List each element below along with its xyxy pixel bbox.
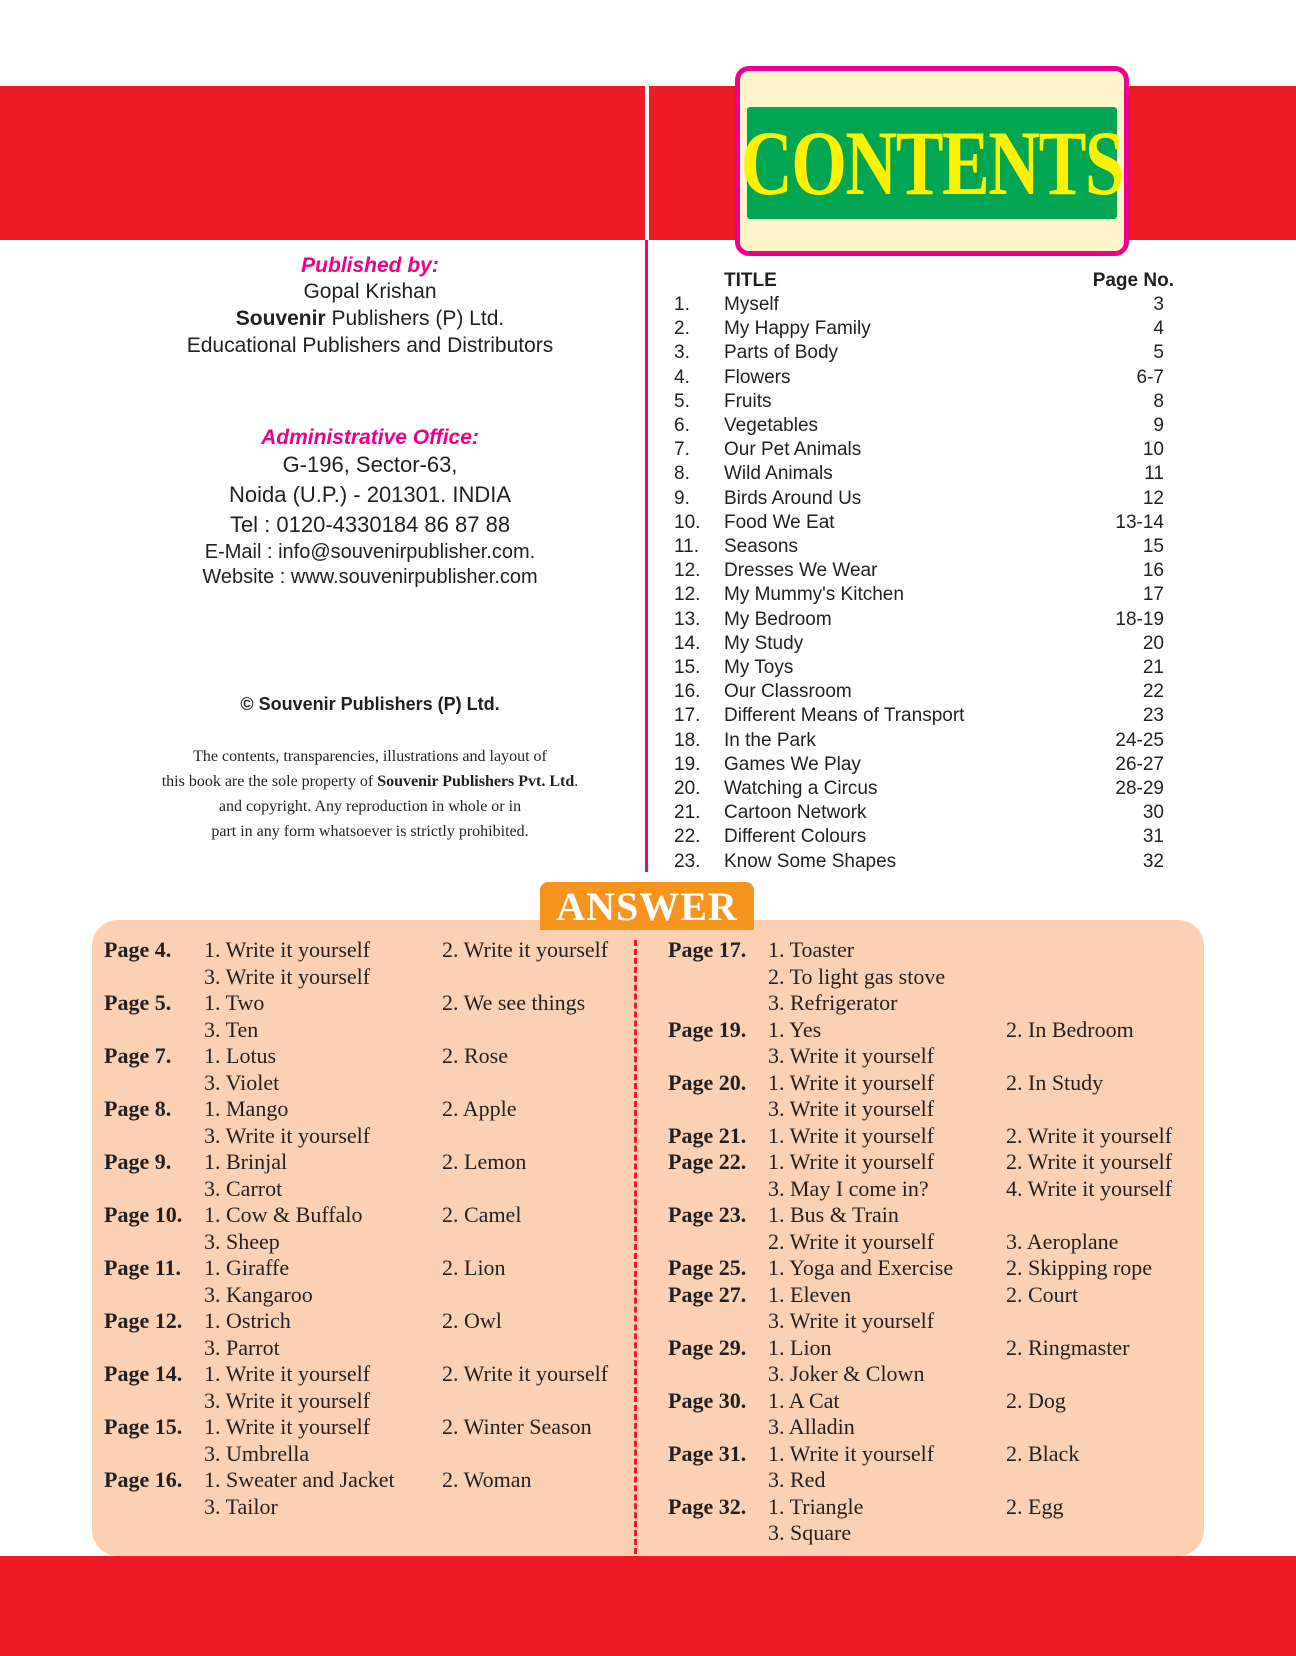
answer-page-label: Page 32.: [668, 1493, 747, 1519]
toc-title: Seasons: [724, 536, 798, 557]
answer-item: 2. In Study: [1006, 1069, 1104, 1095]
answer-item: 3. Alladin: [768, 1414, 855, 1439]
answer-item: 3. Parrot: [204, 1334, 280, 1360]
answer-item: 3. Ten: [204, 1016, 259, 1042]
toc-page: 15: [1142, 536, 1164, 557]
answer-page-label: Page 5.: [104, 990, 172, 1015]
answer-item: 3. Sheep: [204, 1228, 280, 1254]
answer-item: 2. To light gas stove: [768, 963, 946, 989]
answer-item: 1. Mango: [204, 1096, 289, 1121]
answer-item: 3. Red: [768, 1467, 826, 1492]
toc-title: Games We Play: [724, 753, 861, 775]
toc-page: 28-29: [1115, 778, 1164, 799]
toc-row: [674, 778, 1164, 802]
toc-num: 13.: [674, 608, 701, 630]
toc-num: 17.: [674, 705, 701, 727]
office-website: Website : www.souvenirpublisher.com: [202, 566, 538, 588]
toc-row: [674, 463, 1164, 487]
toc-row: [674, 536, 1164, 560]
answer-item: 1. Write it yourself: [204, 937, 371, 962]
answer-item: 1. Giraffe: [204, 1255, 290, 1280]
toc-title: Dresses We Wear: [724, 560, 878, 582]
answer-item: 1. Brinjal: [204, 1149, 288, 1174]
legal-line2-post: .: [574, 773, 579, 790]
toc-num: 9.: [674, 487, 690, 509]
toc-row: [674, 512, 1164, 536]
toc-num: 12.: [674, 560, 701, 582]
toc-title: Cartoon Network: [724, 802, 867, 824]
answer-item: 1. Triangle: [768, 1493, 864, 1519]
answer-item: 1. Sweater and Jacket: [204, 1467, 395, 1492]
toc-page: 18-19: [1115, 608, 1164, 630]
answer-item: 3. Write it yourself: [768, 1043, 935, 1068]
toc-row: [674, 851, 1164, 875]
office-email: E-Mail : info@souvenirpublisher.com.: [204, 541, 536, 563]
contents-banner-fill: [740, 107, 1124, 219]
toc-num: 14.: [674, 632, 701, 654]
office-address-line1: G-196, Sector-63,: [282, 452, 458, 477]
toc-row: [674, 318, 1164, 342]
toc-page: 21: [1142, 657, 1164, 678]
legal-line1: The contents, transparencies, illustrations and layout of: [193, 748, 547, 765]
office-label: Administrative Office:: [261, 426, 479, 449]
answer-item: 2. Write it yourself: [1006, 1122, 1173, 1148]
answer-item: 2. Write it yourself: [442, 1361, 609, 1386]
answer-page-label: Page 8.: [104, 1096, 172, 1121]
toc-title: Wild Animals: [724, 463, 833, 485]
publisher-company-bold: Souvenir: [235, 307, 326, 330]
answer-item: 2. Owl: [442, 1308, 502, 1333]
toc-num: 1.: [674, 294, 690, 315]
toc-num: 7.: [674, 439, 690, 461]
answer-page-label: Page 15.: [104, 1414, 183, 1439]
answer-item: 2. Lemon: [442, 1149, 527, 1174]
answer-page-label: Page 25.: [668, 1255, 747, 1280]
legal-line3: and copyright. Any reproduction in whole or in: [218, 798, 522, 815]
toc-num: 5.: [674, 390, 690, 412]
toc-page: 22: [1142, 681, 1164, 703]
toc-row: [674, 584, 1164, 608]
toc-row: [674, 439, 1164, 463]
legal-notice: [140, 744, 600, 844]
toc-num: 22.: [674, 826, 701, 848]
answer-page-label: Page 31.: [668, 1440, 747, 1466]
toc-page: 30: [1142, 802, 1164, 824]
answer-item: 1. Yes: [768, 1016, 822, 1042]
answer-item: 1. Lion: [768, 1334, 832, 1360]
answer-item: 1. Lotus: [204, 1043, 277, 1068]
toc-row: [674, 609, 1164, 633]
office-block: [140, 426, 600, 590]
toc-title-header: TITLE: [724, 270, 777, 291]
toc-num: 15.: [674, 657, 701, 678]
answer-item: 2. Woman: [442, 1467, 532, 1492]
contents-title: CONTENTS: [740, 112, 1124, 214]
answer-item: 1. A Cat: [768, 1387, 840, 1413]
answer-item: 3. Aeroplane: [1006, 1228, 1119, 1254]
answer-item: 1. Eleven: [768, 1281, 852, 1307]
answer-page-label: Page 4.: [104, 937, 172, 962]
answer-item: 3. Carrot: [204, 1175, 283, 1201]
toc-row: [674, 488, 1164, 512]
toc-row: [674, 415, 1164, 439]
toc-title: Vegetables: [724, 415, 819, 436]
answer-page-label: Page 21.: [668, 1122, 747, 1148]
toc-page: 11: [1144, 463, 1164, 485]
office-phone: Tel : 0120-4330184 86 87 88: [229, 512, 511, 537]
answer-page-label: Page 7.: [104, 1043, 172, 1068]
toc-num: 16.: [674, 681, 701, 703]
contents-banner: [735, 66, 1129, 256]
toc-row: [674, 391, 1164, 415]
toc-row: [674, 826, 1164, 850]
answer-divider: [634, 940, 637, 1554]
published-by-label: Published by:: [301, 254, 439, 277]
answer-item: 2. Apple: [442, 1096, 517, 1121]
toc-title: Parts of Body: [724, 342, 839, 364]
toc-page: 12: [1142, 487, 1164, 509]
answer-item: 2. In Bedroom: [1006, 1016, 1134, 1042]
toc-title: Flowers: [724, 366, 791, 388]
toc-page: 17: [1142, 584, 1164, 606]
toc-title: Our Classroom: [724, 681, 852, 703]
answer-item: 1. Cow & Buffalo: [204, 1202, 363, 1227]
answer-item: 3. Refrigerator: [768, 990, 898, 1015]
toc-row: [674, 367, 1164, 391]
answer-item: 3. Tailor: [204, 1493, 278, 1519]
answer-item: 2. Skipping rope: [1006, 1255, 1153, 1280]
answer-page-label: Page 14.: [104, 1361, 183, 1386]
answer-item: 2. Lion: [442, 1255, 506, 1280]
publisher-company: [140, 305, 600, 332]
answer-item: 1. Toaster: [768, 937, 855, 962]
answer-item: 3. Umbrella: [204, 1440, 310, 1466]
answer-item: 2. Write it yourself: [1006, 1149, 1173, 1174]
answer-item: 2. Rose: [442, 1043, 508, 1068]
answer-page-label: Page 12.: [104, 1308, 183, 1333]
toc-row: [674, 560, 1164, 584]
answer-item: 1. Write it yourself: [768, 1440, 935, 1466]
top-band-divider: [645, 86, 649, 240]
toc-title: Know Some Shapes: [724, 850, 897, 872]
answer-item: 1. Yoga and Exercise: [768, 1255, 954, 1280]
toc-num: 6.: [674, 415, 690, 436]
answer-page-label: Page 20.: [668, 1069, 747, 1095]
toc-row: [674, 802, 1164, 826]
toc-title: My Study: [724, 632, 804, 654]
bottom-red-band: [0, 1556, 1296, 1656]
toc-title: Birds Around Us: [724, 487, 862, 509]
toc-title: Myself: [724, 294, 779, 315]
answer-page-label: Page 29.: [668, 1334, 747, 1360]
toc-title: Watching a Circus: [724, 778, 878, 799]
answer-item: 4. Write it yourself: [1006, 1175, 1173, 1201]
answer-item: 1. Write it yourself: [768, 1069, 935, 1095]
legal-line2: [140, 769, 600, 794]
answer-page-label: Page 30.: [668, 1387, 747, 1413]
legal-line2-pre: this book are the sole property of: [161, 773, 378, 790]
toc-page-header: Page No.: [1092, 270, 1174, 291]
copyright-notice: © Souvenir Publishers (P) Ltd.: [240, 694, 500, 714]
answer-item: 3. Violet: [204, 1069, 280, 1095]
toc-page: 4: [1153, 318, 1164, 340]
answer-page-label: Page 22.: [668, 1149, 747, 1174]
toc-num: 19.: [674, 753, 701, 775]
toc-page: 13-14: [1115, 511, 1164, 533]
toc-title: Our Pet Animals: [724, 439, 862, 461]
answer-item: 2. Winter Season: [442, 1414, 592, 1439]
toc-title: My Mummy's Kitchen: [724, 584, 904, 606]
answer-item: 1. Write it yourself: [204, 1414, 371, 1439]
answer-item: 2. Write it yourself: [442, 937, 609, 962]
answer-item: 3. Write it yourself: [768, 1096, 935, 1121]
answer-item: 2. Dog: [1006, 1387, 1066, 1413]
answer-item: 2. Court: [1006, 1281, 1079, 1307]
toc-num: 12.: [674, 584, 701, 606]
answer-item: 1. Write it yourself: [768, 1122, 935, 1148]
toc-title: Different Colours: [724, 826, 867, 848]
publisher-tagline: Educational Publishers and Distributors: [186, 334, 554, 357]
answer-page-label: Page 27.: [668, 1281, 747, 1307]
toc-row: [674, 342, 1164, 366]
answer-page-label: Page 19.: [668, 1016, 747, 1042]
toc-num: 23.: [674, 850, 701, 872]
column-divider: [645, 240, 648, 872]
legal-line2-bold: Souvenir Publishers Pvt. Ltd: [377, 773, 575, 790]
answer-heading: ANSWER: [556, 883, 738, 929]
toc-row: [674, 730, 1164, 754]
toc-page: 9: [1153, 415, 1164, 436]
answer-item: 3. Write it yourself: [204, 1122, 371, 1148]
answer-item: 1. Bus & Train: [768, 1202, 899, 1227]
toc-title: My Toys: [724, 657, 794, 678]
toc-num: 10.: [674, 511, 701, 533]
toc-page: 8: [1153, 390, 1164, 412]
toc-title: In the Park: [724, 729, 816, 751]
toc-num: 18.: [674, 729, 701, 751]
toc-title: My Happy Family: [724, 318, 871, 340]
toc-page: 3: [1153, 294, 1164, 315]
answer-item: 2. Write it yourself: [768, 1228, 935, 1254]
toc-page: 16: [1142, 560, 1164, 582]
toc-page: 32: [1142, 850, 1164, 872]
answer-item: 2. Black: [1006, 1440, 1080, 1466]
answer-item: 3. Write it yourself: [204, 1387, 371, 1413]
toc-page: 5: [1153, 342, 1164, 364]
toc-num: 21.: [674, 802, 701, 824]
answer-item: 2. Egg: [1006, 1493, 1064, 1519]
toc-title: My Bedroom: [724, 608, 832, 630]
toc-page: 23: [1142, 705, 1164, 727]
toc-title: Different Means of Transport: [724, 705, 965, 727]
toc-num: 3.: [674, 342, 690, 364]
toc-row: [674, 294, 1164, 318]
publisher-company-rest: Publishers (P) Ltd.: [325, 307, 505, 330]
legal-line4: part in any form whatsoever is strictly prohibited.: [211, 823, 529, 840]
publisher-block: [140, 254, 600, 359]
answer-item: 1. Ostrich: [204, 1308, 291, 1333]
answer-item: 3. May I come in?: [768, 1175, 929, 1201]
toc-row: [674, 705, 1164, 729]
publisher-name: Gopal Krishan: [303, 280, 437, 303]
answer-tab: [540, 882, 754, 930]
answer-item: 2. Camel: [442, 1202, 522, 1227]
toc-num: 4.: [674, 366, 690, 388]
toc-num: 11.: [674, 536, 700, 557]
toc-page: 24-25: [1115, 729, 1164, 751]
toc-row: [674, 754, 1164, 778]
toc-num: 2.: [674, 318, 690, 340]
toc-page: 26-27: [1115, 753, 1164, 775]
answer-item: 3. Kangaroo: [204, 1281, 313, 1307]
answer-page-label: Page 23.: [668, 1202, 747, 1227]
toc-num: 8.: [674, 463, 690, 485]
answer-page-label: Page 17.: [668, 937, 747, 962]
toc-row: [674, 633, 1164, 657]
answer-page-label: Page 16.: [104, 1467, 183, 1492]
toc-row: [674, 657, 1164, 681]
toc-title: Food We Eat: [724, 511, 835, 533]
answer-item: 2. Ringmaster: [1006, 1334, 1130, 1360]
answer-item: 1. Write it yourself: [204, 1361, 371, 1386]
answer-item: 2. We see things: [442, 990, 586, 1015]
toc-row: [674, 681, 1164, 705]
answer-page-label: Page 11.: [104, 1255, 181, 1280]
answer-item: 3. Write it yourself: [204, 963, 371, 989]
answer-item: 1. Two: [204, 990, 265, 1015]
toc-page: 31: [1142, 826, 1164, 848]
answer-page-label: Page 9.: [104, 1149, 172, 1174]
answer-item: 1. Write it yourself: [768, 1149, 935, 1174]
toc-page: 6-7: [1136, 366, 1164, 388]
answer-page-label: Page 10.: [104, 1202, 183, 1227]
toc-num: 20.: [674, 778, 701, 799]
toc-title: Fruits: [724, 390, 772, 412]
toc-page: 20: [1142, 632, 1164, 654]
answer-item: 3. Write it yourself: [768, 1308, 935, 1333]
office-address-line2: Noida (U.P.) - 201301. INDIA: [228, 482, 512, 507]
answer-item: 3. Joker & Clown: [768, 1361, 925, 1386]
answer-item: 3. Square: [768, 1520, 852, 1545]
toc-page: 10: [1142, 439, 1164, 461]
